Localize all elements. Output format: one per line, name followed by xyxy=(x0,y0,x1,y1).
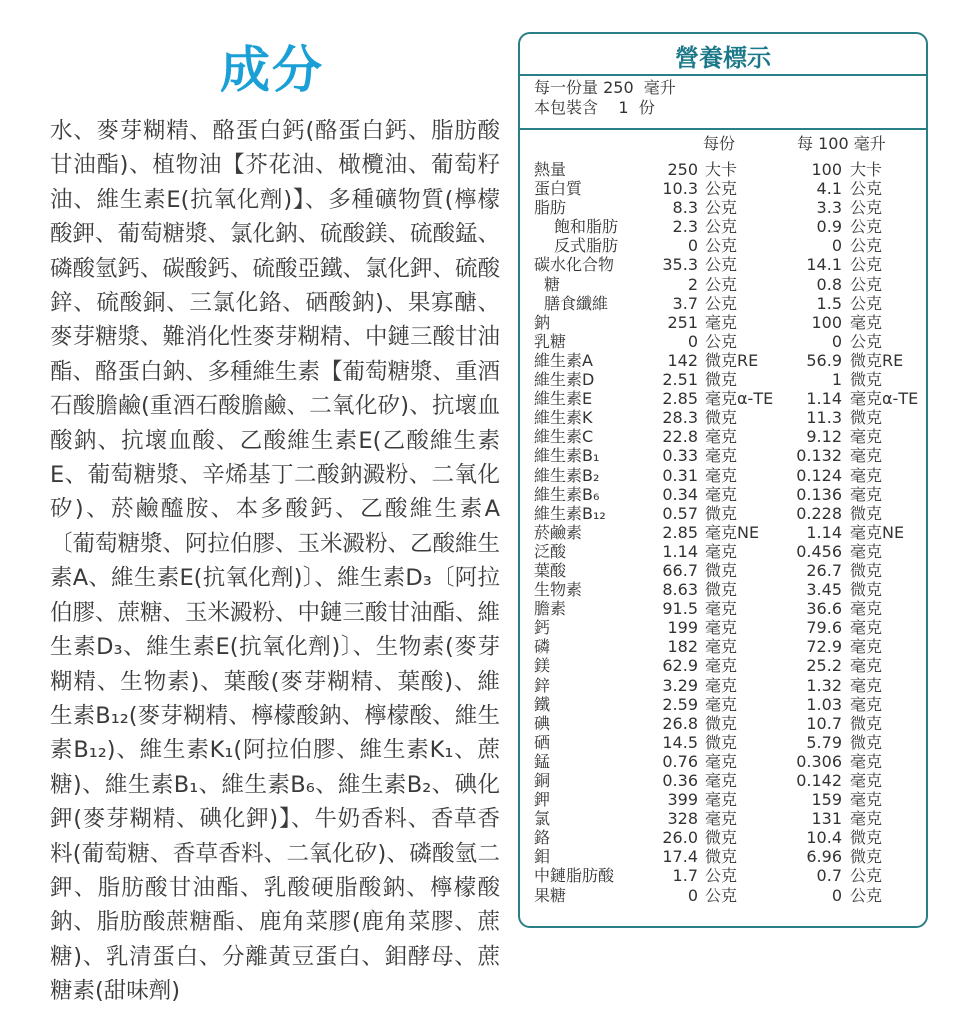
nutrition-row xyxy=(520,752,926,771)
per-100ml-unit: 公克 xyxy=(850,198,883,218)
per-100ml-unit: 毫克 xyxy=(850,427,883,447)
nutrient-name: 膳食纖維 xyxy=(544,293,609,313)
per-100ml-unit: 毫克 xyxy=(850,484,883,504)
per-serving-unit: 公克 xyxy=(705,331,738,351)
per-serving-unit: 微克 xyxy=(705,408,738,428)
per-serving-value: 2.85 xyxy=(662,389,698,409)
per-serving-unit: 公克 xyxy=(705,274,738,294)
serving-size: 每一份量 250 毫升 xyxy=(534,78,676,97)
nutrition-row xyxy=(520,313,926,332)
per-serving-value: 199 xyxy=(667,618,698,638)
nutrient-name: 乳糖 xyxy=(534,331,567,351)
per-serving-unit: 微克 xyxy=(705,713,738,733)
per-serving-unit: 微克 xyxy=(705,732,738,752)
nutrient-name: 鎂 xyxy=(534,656,551,676)
per-100ml-value: 79.6 xyxy=(806,618,842,638)
per-serving-value: 2 xyxy=(687,274,698,294)
per-100ml-unit: 公克 xyxy=(850,255,883,275)
per-serving-value: 2.51 xyxy=(662,370,698,390)
nutrition-row xyxy=(520,523,926,542)
per-100ml-value: 0.456 xyxy=(796,541,842,561)
per-serving-unit: 微克 xyxy=(705,560,738,580)
per-100ml-unit: 公克 xyxy=(850,236,883,256)
per-serving-value: 142 xyxy=(667,350,698,370)
per-serving-unit: 毫克NE xyxy=(705,522,760,542)
per-serving-unit: 公克 xyxy=(705,236,738,256)
per-serving-value: 8.3 xyxy=(672,198,698,218)
nutrition-row xyxy=(520,446,926,465)
per-serving-unit: 公克 xyxy=(705,866,738,886)
per-serving-unit: 公克 xyxy=(705,217,738,237)
per-100ml-value: 5.79 xyxy=(806,732,842,752)
nutrition-row xyxy=(520,332,926,351)
per-100ml-unit: 微克 xyxy=(850,580,883,600)
per-serving-unit: 微克 xyxy=(705,828,738,848)
per-100ml-unit: 微克 xyxy=(850,370,883,390)
nutrient-name: 熱量 xyxy=(534,160,567,179)
per-100ml-value: 1.14 xyxy=(806,389,842,409)
nutrition-row xyxy=(520,275,926,294)
per-serving-unit: 微克 xyxy=(705,580,738,600)
nutrition-row xyxy=(520,847,926,866)
per-serving-value: 2.85 xyxy=(662,522,698,542)
nutrition-row xyxy=(520,733,926,752)
per-serving-value: 328 xyxy=(667,809,698,829)
per-100ml-unit: 公克 xyxy=(850,274,883,294)
nutrition-row xyxy=(520,294,926,313)
per-serving-value: 0.36 xyxy=(662,771,698,790)
per-serving-unit: 毫克 xyxy=(705,484,738,504)
per-100ml-unit: 毫克 xyxy=(850,541,883,561)
nutrition-row xyxy=(520,370,926,389)
per-100ml-value: 0.228 xyxy=(796,503,842,523)
per-100ml-value: 0.306 xyxy=(796,751,842,771)
per-100ml-value: 3.3 xyxy=(816,198,842,218)
per-100ml-unit: 毫克 xyxy=(850,656,883,676)
per-100ml-value: 10.7 xyxy=(806,713,842,733)
per-100ml-unit: 毫克 xyxy=(850,446,883,466)
per-serving-unit: 微克 xyxy=(705,503,738,523)
nutrient-name: 膽素 xyxy=(534,599,567,619)
per-100ml-value: 1.5 xyxy=(816,293,842,313)
column-header xyxy=(520,131,926,153)
nutrient-name: 糖 xyxy=(544,274,561,294)
nutrient-name: 維生素K xyxy=(534,408,593,428)
per-serving-unit: 公克 xyxy=(705,885,738,905)
nutrient-name: 碘 xyxy=(534,713,551,733)
col-per-serving: 每份 xyxy=(703,134,736,153)
per-serving-unit: 毫克 xyxy=(705,618,738,638)
per-serving-value: 182 xyxy=(667,637,698,657)
nutrition-row xyxy=(520,618,926,637)
per-100ml-value: 1 xyxy=(831,370,842,390)
nutrition-row xyxy=(520,866,926,885)
nutrition-row xyxy=(520,790,926,809)
per-serving-unit: 大卡 xyxy=(705,160,738,179)
per-100ml-value: 1.32 xyxy=(806,675,842,695)
per-100ml-unit: 微克 xyxy=(850,847,883,867)
per-100ml-unit: 微克 xyxy=(850,503,883,523)
per-serving-value: 91.5 xyxy=(662,599,698,619)
nutrient-name: 中鏈脂肪酸 xyxy=(534,866,615,886)
per-100ml-value: 100 xyxy=(811,160,842,179)
per-serving-value: 10.3 xyxy=(662,179,698,199)
nutrient-name: 碳水化合物 xyxy=(534,255,615,275)
per-100ml-value: 6.96 xyxy=(806,847,842,867)
per-100ml-unit: 微克 xyxy=(850,408,883,428)
per-100ml-value: 72.9 xyxy=(806,637,842,657)
per-serving-value: 26.8 xyxy=(662,713,698,733)
nutrient-name: 磷 xyxy=(534,637,551,657)
per-100ml-unit: 公克 xyxy=(850,293,883,313)
nutrient-name: 鉻 xyxy=(534,828,551,848)
per-serving-unit: 毫克 xyxy=(705,809,738,829)
divider xyxy=(520,74,926,76)
ingredients-title: 成分 xyxy=(220,41,324,99)
nutrition-row xyxy=(520,637,926,656)
nutrition-row xyxy=(520,485,926,504)
per-100ml-value: 0 xyxy=(831,236,842,256)
nutrition-row xyxy=(520,236,926,255)
per-serving-unit: 毫克 xyxy=(705,446,738,466)
per-100ml-value: 0.124 xyxy=(796,465,842,485)
nutrient-name: 果糖 xyxy=(534,885,567,905)
nutrition-row xyxy=(520,828,926,847)
nutrient-name: 銅 xyxy=(534,771,551,790)
per-serving-value: 14.5 xyxy=(662,732,698,752)
nutrient-name: 蛋白質 xyxy=(534,179,583,199)
per-serving-value: 28.3 xyxy=(662,408,698,428)
per-serving-unit: 毫克 xyxy=(705,694,738,714)
per-serving-unit: 微克 xyxy=(705,370,738,390)
per-serving-unit: 毫克 xyxy=(705,771,738,790)
per-serving-unit: 毫克 xyxy=(705,637,738,657)
per-100ml-value: 36.6 xyxy=(806,599,842,619)
nutrition-row xyxy=(520,198,926,217)
per-100ml-unit: 毫克 xyxy=(850,675,883,695)
per-serving-value: 2.59 xyxy=(662,694,698,714)
per-100ml-unit: 毫克 xyxy=(850,599,883,619)
divider xyxy=(520,128,926,130)
per-100ml-value: 159 xyxy=(811,790,842,810)
nutrient-name: 泛酸 xyxy=(534,541,567,561)
per-serving-value: 66.7 xyxy=(662,560,698,580)
nutrition-row xyxy=(520,886,926,905)
per-100ml-value: 25.2 xyxy=(806,656,842,676)
per-100ml-unit: 微克 xyxy=(850,732,883,752)
per-100ml-unit: 公克 xyxy=(850,885,883,905)
nutrition-row xyxy=(520,676,926,695)
col-per-100ml: 每 100 毫升 xyxy=(797,134,886,153)
nutrition-rows xyxy=(520,160,926,905)
nutrient-name: 反式脂肪 xyxy=(554,236,619,256)
nutrition-row xyxy=(520,504,926,523)
nutrient-name: 鈉 xyxy=(534,312,551,332)
nutrition-row xyxy=(520,389,926,408)
per-100ml-unit: 毫克NE xyxy=(850,522,905,542)
per-serving-value: 0 xyxy=(687,885,698,905)
nutrient-name: 維生素B₆ xyxy=(534,484,600,504)
nutrient-name: 硒 xyxy=(534,732,551,752)
per-serving-unit: 毫克 xyxy=(705,599,738,619)
per-100ml-value: 9.12 xyxy=(806,427,842,447)
per-100ml-value: 0.9 xyxy=(816,217,842,237)
per-100ml-unit: 微克 xyxy=(850,828,883,848)
per-100ml-unit: 公克 xyxy=(850,866,883,886)
per-serving-unit: 微克 xyxy=(705,847,738,867)
serving-info xyxy=(534,78,676,118)
per-100ml-value: 1.14 xyxy=(806,522,842,542)
servings-per-package: 本包裝含 1 份 xyxy=(534,98,655,117)
nutrient-name: 鋅 xyxy=(534,675,551,695)
per-serving-value: 0 xyxy=(687,236,698,256)
per-100ml-value: 56.9 xyxy=(806,350,842,370)
per-serving-unit: 公克 xyxy=(705,179,738,199)
per-100ml-unit: 公克 xyxy=(850,179,883,199)
nutrient-name: 維生素E xyxy=(534,389,593,409)
per-100ml-unit: 毫克 xyxy=(850,809,883,829)
per-serving-value: 250 xyxy=(667,160,698,179)
per-100ml-unit: 毫克α-TE xyxy=(850,389,919,409)
nutrition-row xyxy=(520,580,926,599)
nutrient-name: 維生素D xyxy=(534,370,595,390)
per-100ml-unit: 微克 xyxy=(850,560,883,580)
per-serving-unit: 公克 xyxy=(705,255,738,275)
nutrition-title: 營養標示 xyxy=(675,44,771,72)
per-serving-unit: 毫克 xyxy=(705,751,738,771)
per-100ml-value: 26.7 xyxy=(806,560,842,580)
per-100ml-unit: 公克 xyxy=(850,217,883,237)
per-serving-unit: 微克RE xyxy=(705,350,759,370)
ingredients-text: 水、麥芽糊精、酪蛋白鈣(酪蛋白鈣、脂肪酸甘油酯)、植物油【芥花油、橄欖油、葡萄籽油、維生素E(抗氧化劑)】、多種礦物質(檸檬酸鉀、葡萄糖漿、氯化鈉、硫酸鎂、硫酸錳、磷酸氫鈣、碳酸鈣、硫酸亞鐵、氯化鉀、硫酸鋅、硫酸銅、三氯化鉻、硒酸鈉)、果寡醣、麥芽糖漿、難消化性麥芽糊精、中鏈三酸甘油酯、酪蛋白鈉、多種維生素【葡萄糖漿、重酒石酸膽鹼(重酒石酸膽鹼、二氧化矽)、抗壞血酸鈉、抗壞血酸、乙酸維生素E(乙酸維生素E、葡萄糖漿、辛烯基丁二酸鈉澱粉、二氧化矽)、菸鹼醯胺、本多酸鈣、乙酸維生素A〔葡萄糖漿、阿拉伯膠、玉米澱粉、乙酸維生素A、維生素E(抗氧化劑)〕、維生素D₃〔阿拉伯膠、蔗糖、玉米澱粉、中鏈三酸甘油酯、維生素D₃、維生素E(抗氧化劑)〕、生物素(麥芽糊精、生物素)、葉酸(麥芽糊精、葉酸)、維生素B₁₂(麥芽糊精、檸檬酸鈉、檸檬酸、維生素B₁₂)、維生素K₁(阿拉伯膠、維生素K₁、蔗糖)、維生素B₁、維生素B₆、維生素B₂、碘化鉀(麥芽糊精、碘化鉀)】、牛奶香料、香草香料(葡萄糖、香草香料、二氧化矽)、磷酸氫二鉀、脂肪酸甘油酯、乳酸硬脂酸鈉、檸檬酸鈉、脂肪酸蔗糖酯、鹿角菜膠(鹿角菜膠、蔗糖)、乳清蛋白、分離黃豆蛋白、鉬酵母、蔗糖素(甜味劑) xyxy=(50,118,501,1005)
nutrition-row xyxy=(520,408,926,427)
nutrition-row xyxy=(520,351,926,370)
per-serving-unit: 毫克 xyxy=(705,312,738,332)
nutrient-name: 維生素B₂ xyxy=(534,465,600,485)
per-serving-value: 0.31 xyxy=(662,465,698,485)
nutrient-name: 維生素B₁₂ xyxy=(534,503,606,523)
nutrition-row xyxy=(520,771,926,790)
per-serving-value: 26.0 xyxy=(662,828,698,848)
per-100ml-unit: 微克RE xyxy=(850,350,904,370)
per-100ml-unit: 毫克 xyxy=(850,312,883,332)
per-100ml-value: 0.136 xyxy=(796,484,842,504)
per-serving-unit: 毫克 xyxy=(705,790,738,810)
per-100ml-unit: 毫克 xyxy=(850,771,883,790)
per-serving-value: 0.76 xyxy=(662,751,698,771)
per-serving-value: 1.7 xyxy=(672,866,698,886)
per-serving-unit: 毫克 xyxy=(705,675,738,695)
nutrition-row xyxy=(520,561,926,580)
per-100ml-value: 0.8 xyxy=(816,274,842,294)
per-100ml-unit: 毫克 xyxy=(850,694,883,714)
nutrition-row xyxy=(520,255,926,274)
per-serving-value: 0 xyxy=(687,331,698,351)
per-100ml-value: 4.1 xyxy=(816,179,842,199)
nutrient-name: 維生素B₁ xyxy=(534,446,600,466)
per-100ml-value: 0.142 xyxy=(796,771,842,790)
per-serving-value: 0.34 xyxy=(662,484,698,504)
per-serving-unit: 公克 xyxy=(705,293,738,313)
nutrition-row xyxy=(520,427,926,446)
nutrition-row xyxy=(520,695,926,714)
nutrient-name: 維生素C xyxy=(534,427,594,447)
nutrient-name: 飽和脂肪 xyxy=(554,217,619,237)
per-100ml-unit: 毫克 xyxy=(850,637,883,657)
per-100ml-value: 0 xyxy=(831,331,842,351)
per-100ml-value: 1.03 xyxy=(806,694,842,714)
per-100ml-unit: 微克 xyxy=(850,713,883,733)
per-100ml-value: 0 xyxy=(831,885,842,905)
per-serving-unit: 毫克 xyxy=(705,656,738,676)
per-serving-value: 8.63 xyxy=(662,580,698,600)
nutrient-name: 鉀 xyxy=(534,790,551,810)
nutrition-row xyxy=(520,542,926,561)
per-100ml-value: 100 xyxy=(811,312,842,332)
nutrition-row xyxy=(520,714,926,733)
per-100ml-unit: 毫克 xyxy=(850,618,883,638)
nutrient-name: 生物素 xyxy=(534,580,583,600)
nutrition-row xyxy=(520,809,926,828)
per-100ml-unit: 毫克 xyxy=(850,465,883,485)
per-serving-value: 0.57 xyxy=(662,503,698,523)
nutrient-name: 維生素A xyxy=(534,350,593,370)
nutrition-row xyxy=(520,466,926,485)
nutrient-name: 菸鹼素 xyxy=(534,522,583,542)
nutrient-name: 錳 xyxy=(534,751,551,771)
per-serving-value: 399 xyxy=(667,790,698,810)
per-100ml-unit: 毫克 xyxy=(850,790,883,810)
per-serving-value: 1.14 xyxy=(662,541,698,561)
per-serving-unit: 毫克 xyxy=(705,465,738,485)
nutrient-name: 葉酸 xyxy=(534,560,567,580)
per-serving-value: 3.29 xyxy=(662,675,698,695)
per-serving-unit: 毫克α-TE xyxy=(705,389,774,409)
per-serving-value: 2.3 xyxy=(672,217,698,237)
nutrition-row xyxy=(520,179,926,198)
per-100ml-value: 131 xyxy=(811,809,842,829)
per-serving-value: 22.8 xyxy=(662,427,698,447)
per-serving-unit: 公克 xyxy=(705,198,738,218)
per-100ml-value: 0.7 xyxy=(816,866,842,886)
per-100ml-unit: 公克 xyxy=(850,331,883,351)
nutrient-name: 脂肪 xyxy=(534,198,567,218)
per-100ml-unit: 毫克 xyxy=(850,751,883,771)
per-serving-value: 251 xyxy=(667,312,698,332)
per-serving-unit: 毫克 xyxy=(705,427,738,447)
nutrient-name: 鈣 xyxy=(534,618,551,638)
per-serving-value: 3.7 xyxy=(672,293,698,313)
per-100ml-value: 3.45 xyxy=(806,580,842,600)
nutrition-row xyxy=(520,160,926,179)
nutrient-name: 氯 xyxy=(534,809,551,829)
nutrition-row xyxy=(520,656,926,675)
nutrition-panel xyxy=(518,32,928,928)
nutrition-row xyxy=(520,217,926,236)
nutrient-name: 鉬 xyxy=(534,847,551,867)
per-serving-value: 35.3 xyxy=(662,255,698,275)
per-100ml-value: 11.3 xyxy=(806,408,842,428)
per-100ml-unit: 大卡 xyxy=(850,160,883,179)
per-serving-value: 17.4 xyxy=(662,847,698,867)
per-serving-value: 0.33 xyxy=(662,446,698,466)
per-100ml-value: 0.132 xyxy=(796,446,842,466)
per-serving-value: 62.9 xyxy=(662,656,698,676)
per-100ml-value: 10.4 xyxy=(806,828,842,848)
nutrition-row xyxy=(520,599,926,618)
per-100ml-value: 14.1 xyxy=(806,255,842,275)
nutrient-name: 鐵 xyxy=(534,694,551,714)
per-serving-unit: 毫克 xyxy=(705,541,738,561)
